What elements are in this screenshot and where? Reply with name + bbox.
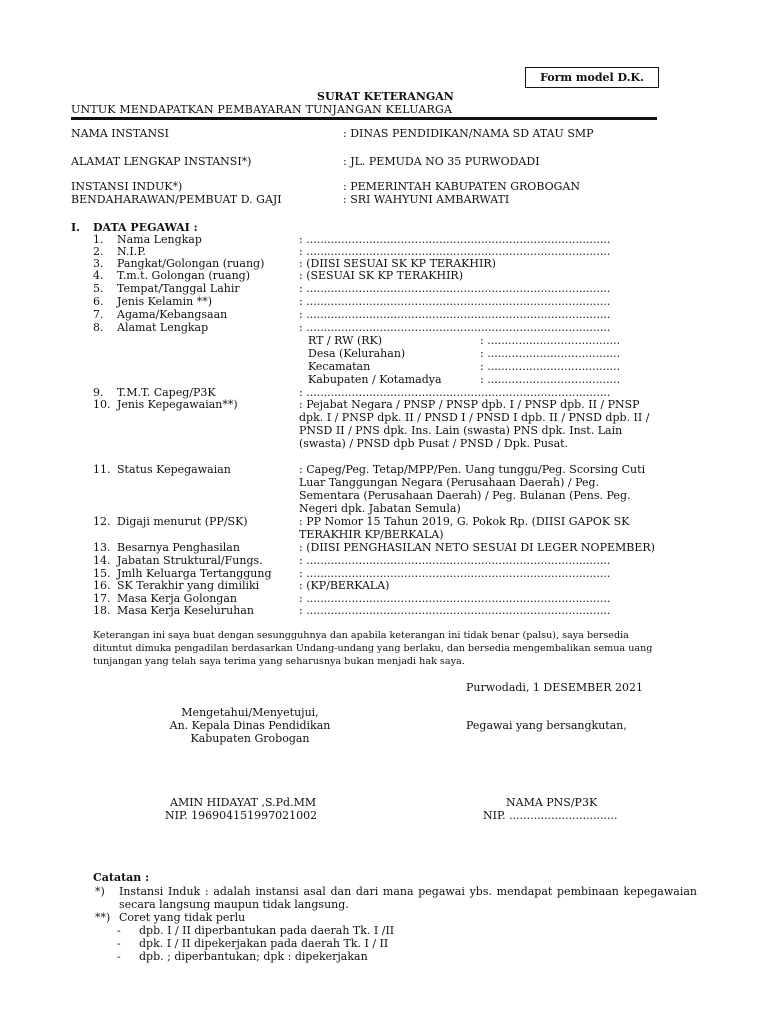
instansi-induk-value: : PEMERINTAH KABUPATEN GROBOGAN [343,180,580,193]
field-value: : ....................................................................................... [299,282,611,295]
field-row [93,295,663,308]
field-row [93,463,663,515]
field-number: 3. [93,257,104,270]
left-sign-line2: An. Kepala Dinas Pendidikan [169,719,331,732]
field-row [93,554,663,567]
field-label: Agama/Kebangsaan [117,308,228,321]
note-item [95,885,695,911]
note-text: Coret yang tidak perlu [119,911,246,924]
note-marker: - [117,937,121,950]
address-subfield [308,347,648,360]
field-value: : ....................................................................................... [299,308,611,321]
right-signer-nip: NIP. ............................... [483,809,618,822]
field-value: : (KP/BERKALA) [299,579,390,592]
instansi-address-value: : JL. PEMUDA NO 35 PURWODADI [343,155,540,168]
field-label: Jenis Kelamin **) [117,295,212,308]
field-label: SK Terakhir yang dimiliki [117,579,260,592]
address-subfield [308,373,648,386]
note-marker: - [117,950,121,963]
field-number: 13. [93,541,111,554]
left-signer-name: AMIN HIDAYAT ,S.Pd.MM [170,796,317,809]
note-marker: *) [95,885,105,898]
address-subfield-label: Desa (Kelurahan) [308,347,406,360]
section-title: DATA PEGAWAI : [93,221,198,234]
field-value: : ....................................................................................... [299,295,611,308]
field-number: 11. [93,463,111,476]
field-value: : (DIISI SESUAI SK KP TERAKHIR) [299,257,496,270]
field-number: 1. [93,233,104,246]
note-text: dpb. ; diperbantukan; dpk : dipekerjakan [139,950,368,963]
field-number: 16. [93,579,111,592]
field-number: 5. [93,282,104,295]
address-subfield [308,334,648,347]
field-value: : ....................................................................................... [299,386,611,399]
bendaharawan-label: BENDAHARAWAN/PEMBUAT D. GAJI [71,193,282,206]
field-number: 10. [93,398,111,411]
field-label: Status Kepegawaian [117,463,231,476]
field-label: T.M.T. Capeg/P3K [117,386,216,399]
place-date: Purwodadi, 1 DESEMBER 2021 [466,681,643,694]
statement-paragraph: Keterangan ini saya buat dengan sesungguhnya dan apabila keterangan ini tidak benar (palsu), saya bersedia dituntut dimuka pengadilan berdasarkan Undang-undang yang berlaku, dan bersedia mengembalikan semua uang tunjangan yang telah saya terima yang seharusnya bukan menjadi hak saya. [93,630,653,667]
document-subtitle: UNTUK MENDAPATKAN PEMBAYARAN TUNJANGAN KELUARGA [71,103,453,116]
bendaharawan-value: : SRI WAHYUNI AMBARWATI [343,193,510,206]
field-value: : ....................................................................................... [299,592,611,605]
field-label: Jmlh Keluarga Tertanggung [117,567,272,580]
field-label: Masa Kerja Golongan [117,592,237,605]
field-number: 6. [93,295,104,308]
left-signer-nip: NIP. 196904151997021002 [165,809,318,822]
field-label: Pangkat/Golongan (ruang) [117,257,265,270]
section-number: I. [71,221,80,234]
field-label: Besarnya Penghasilan [117,541,240,554]
field-value: : ....................................................................................... [299,567,611,580]
field-label: Jabatan Struktural/Fungs. [117,554,263,567]
note-text: dpk. I / II dipekerjakan pada daerah Tk. I / II [139,937,389,950]
field-value: : (SESUAI SK KP TERAKHIR) [299,269,464,282]
field-value: : ....................................................................................... [299,233,611,246]
field-label: Nama Lengkap [117,233,202,246]
instansi-induk-label: INSTANSI INDUK*) [71,180,183,193]
field-value: : ....................................................................................... [299,245,611,258]
address-subfield-value: : ...................................... [480,347,621,360]
field-label: T.m.t. Golongan (ruang) [117,269,250,282]
instansi-address-label: ALAMAT LENGKAP INSTANSI*) [71,155,252,168]
document-title: SURAT KETERANGAN [317,90,454,103]
address-subfield-label: RT / RW (RK) [308,334,383,347]
field-row [93,604,663,617]
address-subfield-value: : ...................................... [480,360,621,373]
field-label: Alamat Lengkap [117,321,209,334]
field-value: : (DIISI PENGHASILAN NETO SESUAI DI LEGER NOPEMBER) [299,541,655,554]
field-number: 2. [93,245,104,258]
field-row [93,321,663,334]
instansi-name-value: : DINAS PENDIDIKAN/NAMA SD ATAU SMP [343,127,594,140]
notes-title: Catatan : [93,871,150,884]
field-number: 12. [93,515,111,528]
field-number: 8. [93,321,104,334]
field-label: Digaji menurut (PP/SK) [117,515,248,528]
address-subfield-label: Kabupaten / Kotamadya [308,373,442,386]
right-sign-line1: Pegawai yang bersangkutan, [466,719,627,732]
field-value: : Pejabat Negara / PNSP / PNSP dpb. I / PNSP dpb. II / PNSP dpk. I / PNSP dpk. II / PNSD I / PNSD I dpb. II / PNSD dpb. II / PNSD II / PNS dpk. Ins. Lain (swasta) PNS dpk. Inst. Lain (swasta) / PNSD dpb Pusat / PNSD / Dpk. Pusat. [299,398,650,450]
address-subfield [308,360,648,373]
field-value: : ....................................................................................... [299,554,611,567]
field-row [93,269,663,282]
title-divider [71,117,657,120]
field-number: 17. [93,592,111,605]
address-subfield-value: : ...................................... [480,373,621,386]
address-subfield-label: Kecamatan [308,360,371,373]
field-row [93,308,663,321]
left-sign-line3: Kabupaten Grobogan [190,732,310,745]
field-row [93,282,663,295]
form-model-box: Form model D.K. [525,67,659,88]
field-value: : PP Nomor 15 Tahun 2019, G. Pokok Rp. (DIISI GAPOK SK TERAKHIR KP/BERKALA) [299,515,630,541]
field-row [93,579,663,592]
note-marker: - [117,924,121,937]
note-marker: **) [95,911,111,924]
field-number: 4. [93,269,104,282]
field-row [93,515,663,541]
instansi-name-label: NAMA INSTANSI [71,127,169,140]
field-row [93,541,663,554]
left-sign-line1: Mengetahui/Menyetujui, [181,706,319,719]
field-number: 18. [93,604,111,617]
field-number: 15. [93,567,111,580]
field-value: : Capeg/Peg. Tetap/MPP/Pen. Uang tunggu/Peg. Scorsing Cuti Luar Tanggungan Negara (Perusahaan Daerah) / Peg. Sementara (Perusahaan Daerah) / Peg. Bulanan (Pens. Peg. Negeri dpk. Jabatan Semula) [299,463,646,515]
field-number: 7. [93,308,104,321]
field-label: Jenis Kepegawaian**) [117,398,238,411]
field-row [93,398,663,464]
field-label: Tempat/Tanggal Lahir [117,282,240,295]
field-value: : ....................................................................................... [299,604,611,617]
field-number: 14. [93,554,111,567]
field-label: N.I.P. [117,245,146,258]
note-text: Instansi Induk : adalah instansi asal dan dari mana pegawai ybs. mendapat pembinaan kepegawaian secara langsung maupun tidak langsung. [119,885,697,911]
address-subfield-value: : ...................................... [480,334,621,347]
right-signer-name: NAMA PNS/P3K [506,796,598,809]
field-number: 9. [93,386,104,399]
field-label: Masa Kerja Keseluruhan [117,604,254,617]
field-value: : ....................................................................................... [299,321,611,334]
note-text: dpb. I / II diperbantukan pada daerah Tk. I /II [139,924,395,937]
